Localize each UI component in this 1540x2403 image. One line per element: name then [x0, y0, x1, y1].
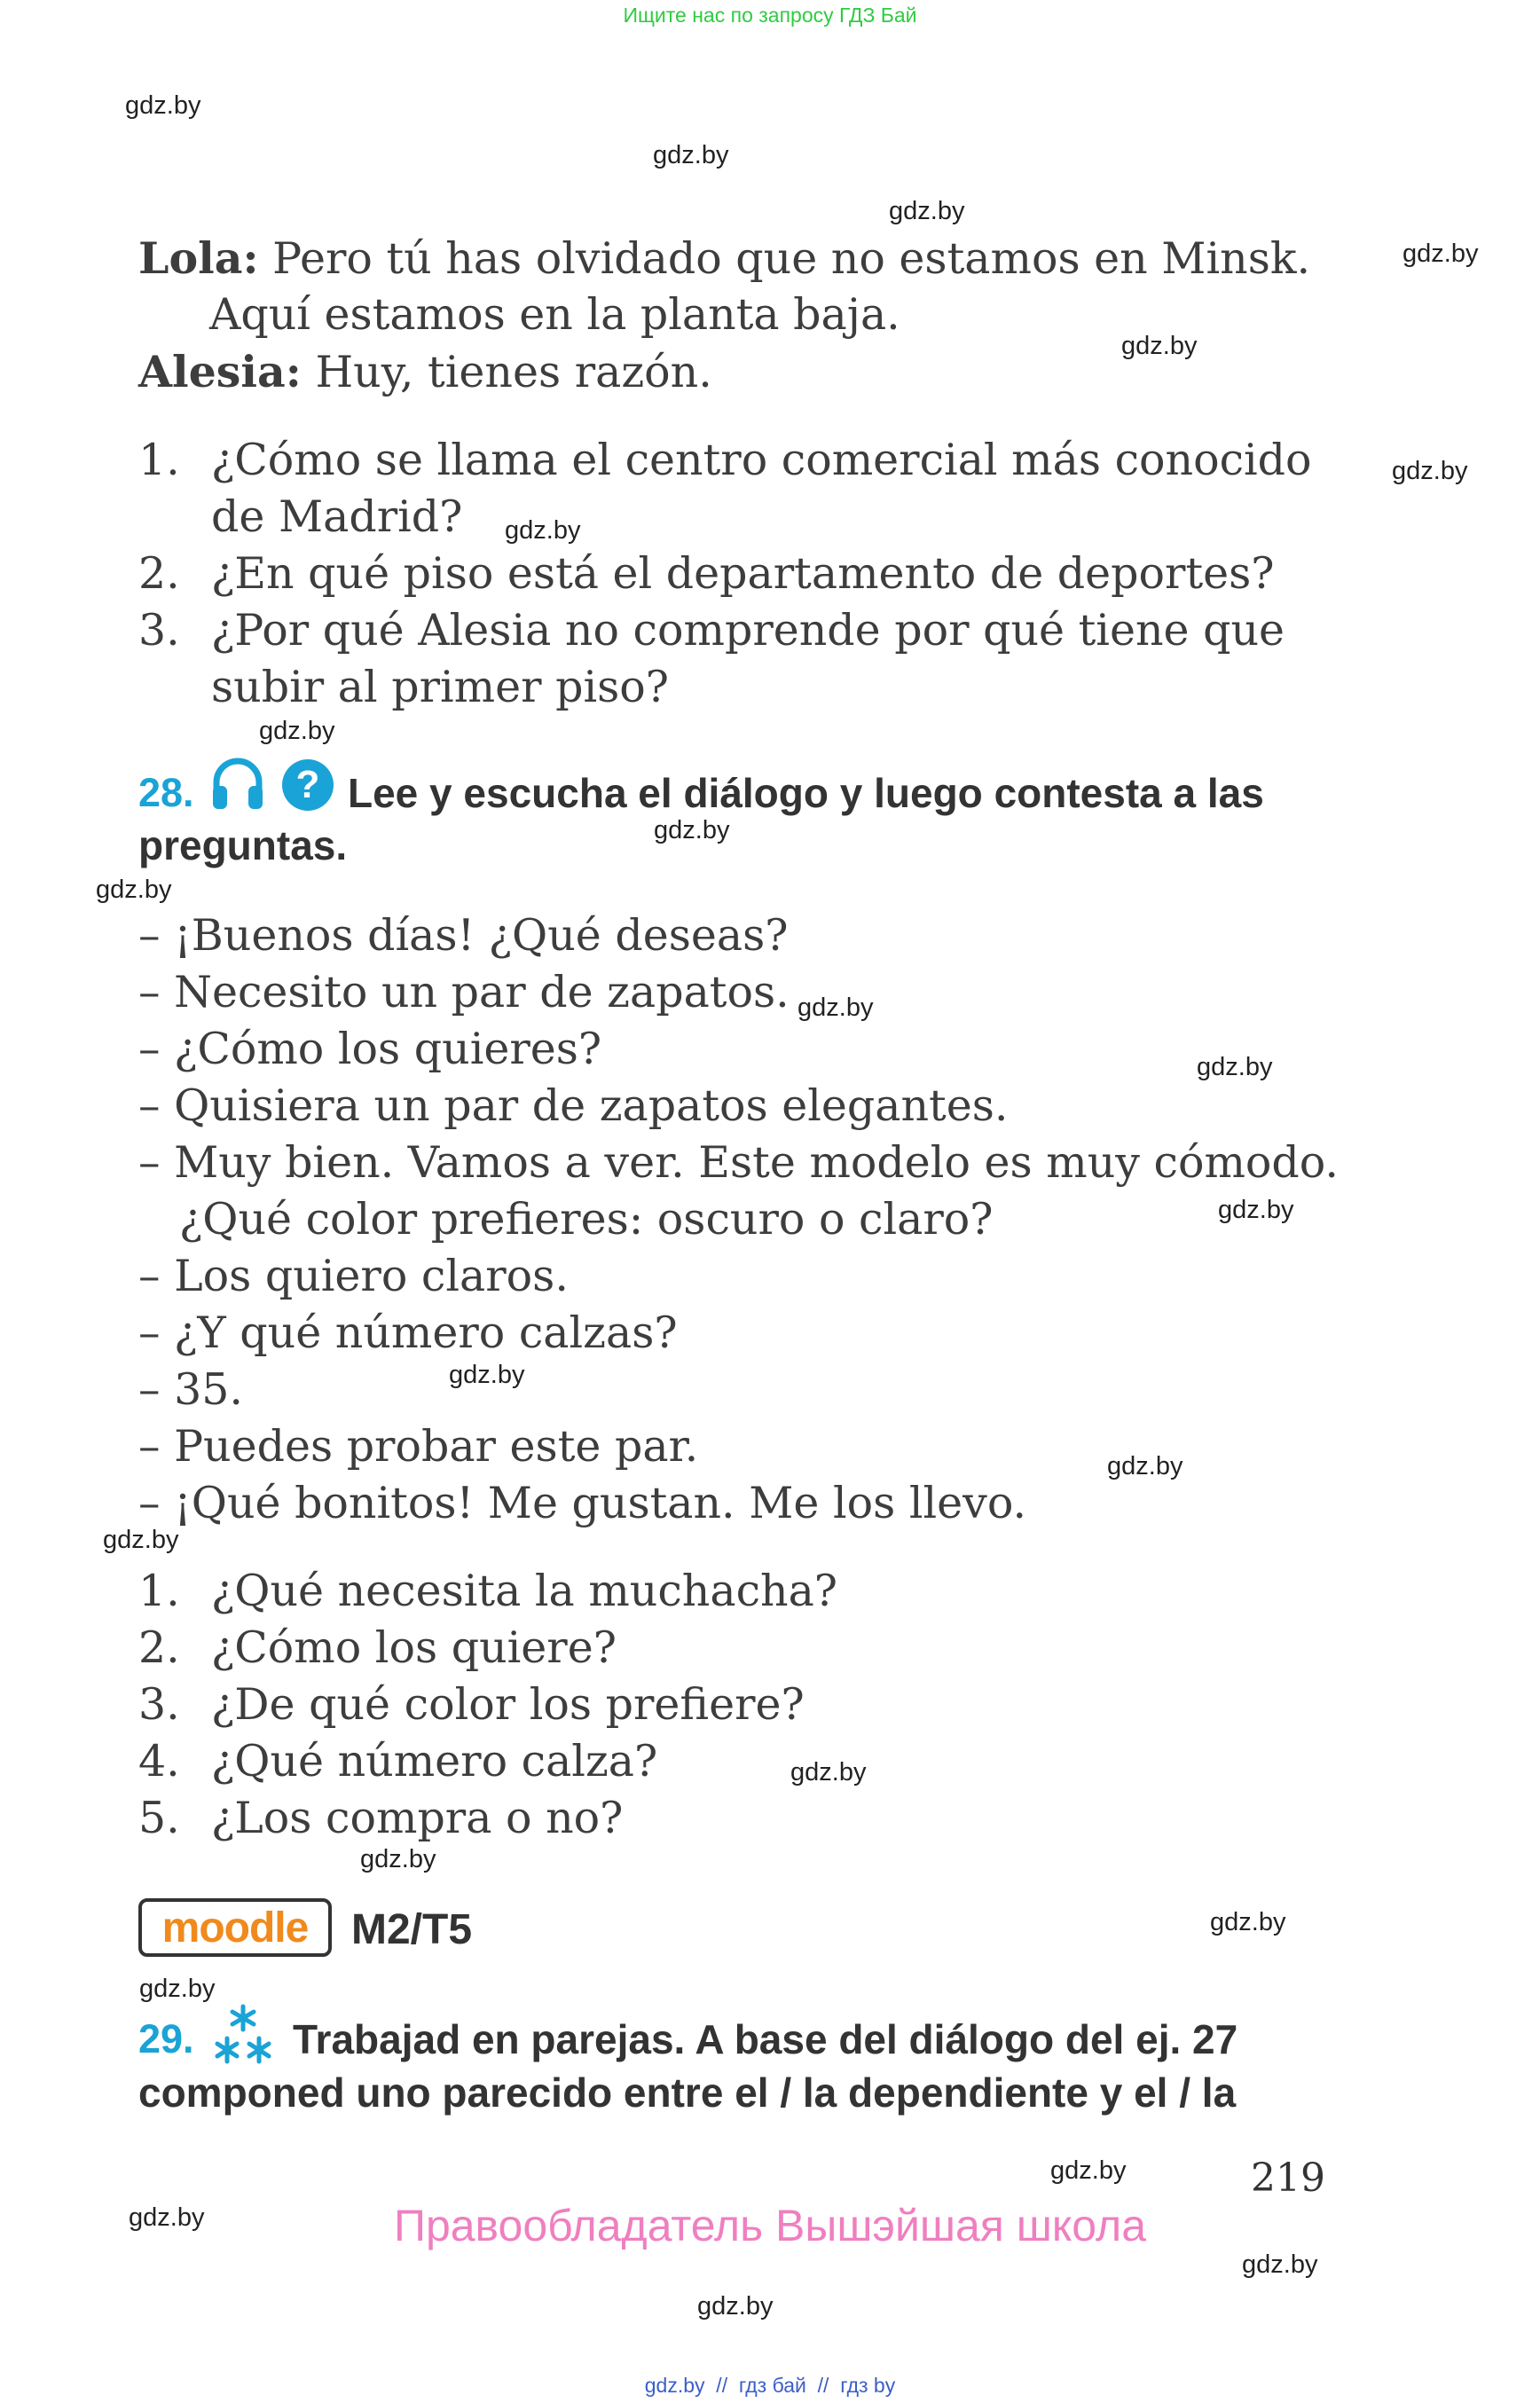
task-number: 29.: [138, 2016, 194, 2061]
question-item: [138, 546, 1275, 602]
watermark: gdz.by: [103, 1526, 179, 1554]
watermark: gdz.by: [505, 516, 581, 545]
moodle-logo: moodle: [138, 1898, 332, 1957]
question-text: ¿Qué necesita la muchacha?: [211, 1566, 838, 1616]
dialogue-line: – Necesito un par de zapatos.: [138, 967, 790, 1017]
watermark: gdz.by: [697, 2292, 774, 2321]
task-title: Trabajad en parejas. A base del diálogo del ej. 27: [293, 2016, 1238, 2062]
dialogue-text: Huy, tienes razón.: [315, 347, 712, 397]
dialogue-line: – Puedes probar este par.: [138, 1421, 699, 1472]
task-title-cont: componed uno parecido entre el / la dependiente y el / la: [138, 2069, 1237, 2116]
question-item: [138, 432, 1312, 489]
dialogue-line: – Muy bien. Vamos a ver. Este modelo es muy cómodo.: [138, 1137, 1340, 1188]
bottom-links[interactable]: gdz.by // гдз бай // гдз by: [644, 2374, 896, 2397]
watermark: gdz.by: [259, 717, 335, 745]
question-number: 2.: [138, 548, 180, 599]
question-number: 1.: [138, 435, 180, 485]
watermark: gdz.by: [1210, 1908, 1286, 1936]
watermark: gdz.by: [1392, 457, 1468, 485]
watermark: gdz.by: [653, 141, 729, 169]
question-item: [138, 1677, 805, 1733]
copyright-notice: Правообладатель Вышэйшая школа: [394, 2201, 1146, 2250]
question-text: ¿Los compra o no?: [211, 1793, 624, 1843]
dialogue-line: – ¿Y qué número calzas?: [138, 1308, 678, 1358]
page-number: 219: [1251, 2156, 1325, 2201]
question-item: [138, 1620, 617, 1677]
dialogue-line: – Quisiera un par de zapatos elegantes.: [138, 1080, 1009, 1131]
dialogue-line: – ¿Cómo los quieres?: [138, 1024, 602, 1074]
question-text-cont: de Madrid?: [211, 491, 463, 542]
task-number: 28.: [138, 770, 194, 815]
question-number: 1.: [138, 1566, 180, 1616]
watermark: gdz.by: [360, 1845, 436, 1873]
question-item: [138, 1790, 623, 1847]
snowflake-icon: [211, 2003, 275, 2067]
watermark: gdz.by: [798, 993, 874, 1022]
question-text: ¿Por qué Alesia no comprende por qué tiene que: [211, 605, 1285, 656]
watermark: gdz.by: [790, 1758, 867, 1787]
watermark: gdz.by: [889, 197, 965, 225]
question-text: ¿De qué color los prefiere?: [211, 1679, 805, 1730]
dialogue-line: Aquí estamos en la planta baja.: [209, 289, 900, 340]
watermark: gdz.by: [1107, 1452, 1183, 1480]
dialogue-line: [138, 343, 712, 401]
watermark: gdz.by: [125, 91, 201, 120]
question-text-cont: subir al primer piso?: [211, 662, 670, 712]
task-title: Lee y escucha el diálogo y luego contesta a las: [348, 770, 1264, 816]
question-text: ¿Qué número calza?: [211, 1736, 658, 1787]
dialogue-line: – 35.: [138, 1364, 244, 1415]
watermark: gdz.by: [96, 876, 172, 904]
watermark: gdz.by: [129, 2203, 205, 2232]
watermark: gdz.by: [654, 816, 730, 844]
question-number: 2.: [138, 1622, 180, 1673]
question-text: ¿En qué piso está el departamento de deportes?: [211, 548, 1275, 599]
question-item: [138, 1563, 837, 1620]
question-text: ¿Cómo se llama el centro comercial más conocido: [211, 435, 1312, 485]
moodle-code: M2/T5: [351, 1906, 473, 1953]
question-icon: ?: [282, 759, 334, 811]
watermark: gdz.by: [1402, 240, 1479, 268]
dialogue-line: – ¡Buenos días! ¿Qué deseas?: [138, 910, 789, 961]
watermark: gdz.by: [1197, 1053, 1273, 1081]
watermark: gdz.by: [1218, 1196, 1294, 1224]
headphones-icon: [209, 756, 266, 813]
dialogue-line: – Los quiero claros.: [138, 1251, 569, 1301]
dialogue-line: ¿Qué color prefieres: oscuro o claro?: [179, 1194, 994, 1245]
question-number: 4.: [138, 1736, 180, 1787]
question-number: 5.: [138, 1793, 180, 1843]
watermark: gdz.by: [449, 1361, 525, 1389]
watermark: gdz.by: [1242, 2250, 1318, 2279]
question-item: [138, 602, 1285, 659]
watermark: gdz.by: [139, 1975, 216, 2003]
speaker-name: Alesia:: [138, 346, 302, 397]
watermark: gdz.by: [1050, 2156, 1127, 2185]
dialogue-line: – ¡Qué bonitos! Me gustan. Me los llevo.: [138, 1478, 1027, 1528]
question-text: ¿Cómo los quiere?: [211, 1622, 617, 1673]
top-banner: Ищите нас по запросу ГДЗ Бай: [623, 4, 917, 27]
question-number: 3.: [138, 605, 180, 656]
question-item: [138, 1733, 657, 1790]
watermark: gdz.by: [1121, 332, 1198, 360]
dialogue-line: [138, 230, 1310, 287]
task-title-cont: preguntas.: [138, 822, 348, 868]
question-number: 3.: [138, 1679, 180, 1730]
speaker-name: Lola:: [138, 232, 259, 284]
dialogue-text: Pero tú has olvidado que no estamos en Minsk.: [272, 233, 1311, 284]
